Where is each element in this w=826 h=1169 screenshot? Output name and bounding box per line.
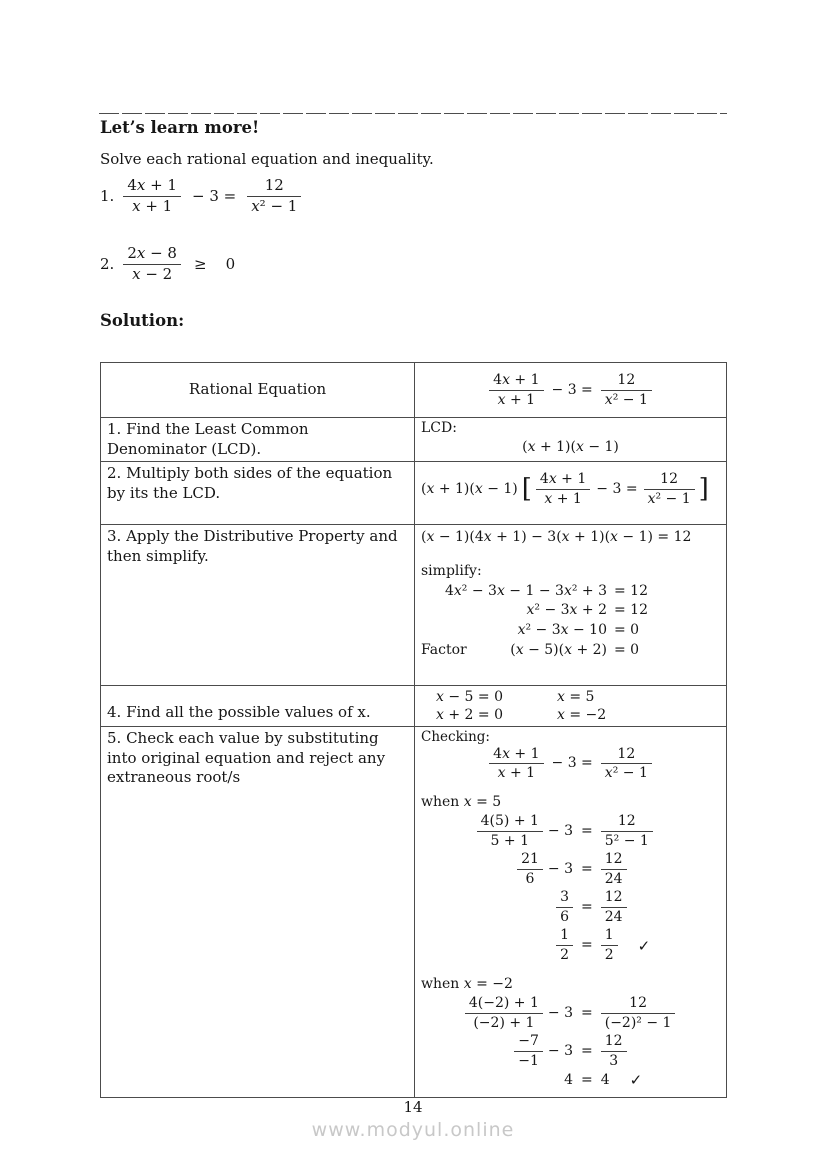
original-equation [421, 746, 720, 782]
step-2-description [101, 462, 415, 525]
equation-lhs: 4x² − 3x − 1 − 3x² + 3 [444, 582, 607, 599]
equals-sign: = [581, 937, 593, 954]
fraction-numerator: 12 [601, 1033, 627, 1052]
math-operator: − 3 [547, 861, 573, 878]
math-fraction [601, 851, 627, 887]
equation-lhs [421, 889, 573, 925]
fraction-denominator: x − 2 [132, 264, 173, 283]
fraction-denominator: x + 1 [497, 391, 536, 408]
fraction-numerator: 3 [556, 889, 573, 908]
fraction-numerator: 12 [601, 746, 652, 765]
simplify-step [421, 622, 720, 639]
multiplied-equation [421, 464, 720, 507]
equation-rhs: = 0 [614, 641, 640, 658]
inequality-rhs: 0 [225, 255, 236, 274]
math-fraction [465, 995, 543, 1031]
root-line [421, 688, 720, 706]
fraction-numerator: 4x + 1 [489, 372, 543, 391]
fraction-denominator: x + 1 [132, 196, 173, 215]
math-operator: − 3 = [551, 381, 593, 398]
fraction-denominator: 3 [609, 1052, 619, 1069]
simplify-label: simplify: [421, 562, 482, 579]
step-text-line: 1. Find the Least Common [107, 420, 309, 438]
equation-lhs: x² − 3x + 2 [526, 602, 607, 619]
fraction-denominator: 6 [560, 908, 569, 925]
lcd-value: (x + 1)(x − 1) [522, 438, 619, 455]
fraction-denominator: 24 [604, 908, 623, 925]
step-text-line: 3. Apply the Distributive Property and [107, 527, 398, 545]
math-fraction [517, 851, 543, 887]
fraction-numerator: 12 [644, 471, 695, 490]
fraction-denominator: x² − 1 [604, 765, 648, 782]
checkmark-icon: ✓ [637, 936, 651, 955]
math-fraction [601, 889, 627, 925]
step-4-row [101, 686, 727, 727]
checking-label: Checking: [421, 729, 490, 746]
equation-lhs [421, 1033, 573, 1069]
right-bracket: ] [698, 474, 709, 505]
fraction-numerator: 12 [601, 851, 627, 870]
fraction-denominator: 24 [604, 870, 623, 887]
fraction-numerator: 12 [247, 177, 301, 197]
equation-rhs [601, 889, 627, 925]
root-value: x = 5 [557, 689, 595, 705]
equation-rhs: = 12 [614, 602, 648, 619]
fraction-numerator: 4x + 1 [536, 471, 590, 490]
check-step [421, 927, 720, 963]
math-operator: − 3 [547, 1042, 573, 1059]
check-step [421, 1033, 720, 1069]
check-step [421, 1071, 720, 1089]
math-fraction [644, 471, 695, 507]
left-bracket: [ [521, 474, 532, 505]
fraction-numerator: 12 [601, 889, 627, 908]
check-step [421, 813, 720, 849]
step-text-line: by its the LCD. [107, 483, 221, 502]
step-1-row [101, 418, 727, 462]
case-1-label: when x = 5 [421, 793, 502, 810]
math-fraction [556, 927, 573, 963]
math-fraction [601, 746, 652, 782]
step-4-description [101, 686, 415, 727]
factor-step [421, 642, 720, 659]
equation-rhs [601, 927, 618, 963]
solution-table [100, 362, 727, 1098]
step-text-line: 5. Check each value by substituting [107, 729, 379, 748]
math-fraction [123, 245, 181, 283]
math-operator: − 3 [547, 1004, 573, 1021]
fraction-numerator: 21 [517, 851, 543, 870]
step-3-description [101, 525, 415, 686]
equation-rhs [601, 813, 653, 849]
header-equation [421, 372, 720, 408]
fraction-denominator: x² − 1 [604, 391, 648, 408]
math-operator: − 3 = [596, 480, 638, 497]
fraction-numerator: 1 [556, 927, 573, 946]
step-5-row [101, 727, 727, 1098]
math-fraction [556, 889, 573, 925]
equation-rhs: = 0 [614, 622, 640, 639]
problem-1-number: 1. [100, 187, 115, 206]
equals-sign: = [581, 1071, 593, 1088]
fraction-denominator: x + 1 [497, 765, 536, 782]
simplify-step [421, 583, 720, 600]
problem-1 [100, 177, 301, 215]
fraction-numerator: 4(5) + 1 [477, 813, 543, 832]
check-step [421, 995, 720, 1031]
equals-sign: = [581, 899, 593, 916]
value-rhs: 4 [600, 1071, 610, 1088]
equals-sign: = [581, 1042, 593, 1059]
check-step [421, 851, 720, 887]
fraction-numerator: 1 [601, 927, 618, 946]
step-text-line: 4. Find all the possible values of x. [107, 702, 371, 721]
fraction-denominator: 5 + 1 [490, 832, 529, 849]
math-fraction [477, 813, 543, 849]
math-operator: − 3 = [551, 755, 593, 772]
equation-rhs [601, 1072, 610, 1089]
table-header-row [101, 363, 727, 418]
equation-rhs [601, 995, 676, 1031]
fraction-denominator: (−2) + 1 [473, 1014, 535, 1031]
fraction-numerator: 12 [601, 813, 653, 832]
simplify-step [421, 602, 720, 619]
equation-lhs [421, 851, 573, 887]
root-value: x = −2 [557, 707, 607, 724]
section-heading: Let’s learn more! [100, 118, 260, 137]
step-2-work [415, 462, 727, 525]
fraction-numerator: 4(−2) + 1 [465, 995, 543, 1014]
step-2-row [101, 462, 727, 525]
step-1-work [415, 418, 727, 462]
factor-label: Factor [421, 641, 467, 658]
equation-lhs [421, 1072, 573, 1089]
step-text-line: 2. Multiply both sides of the equation [107, 464, 393, 482]
step-text-line: Denominator (LCD). [107, 439, 262, 458]
top-divider-line [99, 113, 727, 114]
math-fraction [536, 471, 590, 507]
fraction-numerator: −7 [514, 1033, 543, 1052]
fraction-denominator: 5² − 1 [604, 832, 649, 849]
step-5-work [415, 727, 727, 1098]
math-fraction [489, 746, 543, 782]
inequality-sign: ≥ [193, 255, 207, 274]
step-text-line: then simplify. [107, 546, 209, 565]
factor-equation: x + 2 = 0 [436, 707, 503, 724]
math-fraction [247, 177, 301, 215]
instructions-text: Solve each rational equation and inequality. [100, 150, 434, 168]
fraction-numerator: 2x − 8 [123, 245, 181, 265]
fraction-denominator: x² − 1 [647, 490, 691, 507]
step-4-work [415, 686, 727, 727]
fraction-denominator: x + 1 [544, 490, 582, 507]
factor-equation: x − 5 = 0 [436, 689, 503, 705]
problem-2 [100, 245, 235, 283]
equation-rhs: = 12 [614, 582, 648, 599]
fraction-denominator: 6 [525, 870, 535, 887]
table-header-equation [415, 363, 727, 418]
fraction-denominator: −1 [518, 1052, 539, 1069]
lcd-label: LCD: [421, 420, 457, 436]
problem-2-number: 2. [100, 255, 115, 274]
fraction-numerator: 4x + 1 [123, 177, 181, 197]
fraction-denominator: 2 [560, 947, 569, 963]
watermark-text: www.modyul.online [311, 1119, 515, 1141]
check-step [421, 889, 720, 925]
equation-lhs [421, 927, 573, 963]
math-operator: − 3 [547, 823, 573, 839]
expanded-equation: (x − 1)(4x + 1) − 3(x + 1)(x − 1) = 12 [421, 529, 692, 545]
math-fraction [123, 177, 181, 215]
fraction-denominator: (−2)² − 1 [604, 1014, 672, 1031]
math-fraction [601, 995, 676, 1031]
math-fraction [601, 927, 618, 963]
lcd-factor: (x + 1)(x − 1) [421, 480, 518, 497]
equation-rhs [601, 1033, 627, 1069]
math-operator: − 3 = [191, 187, 237, 206]
fraction-denominator: x² − 1 [251, 196, 298, 215]
math-fraction [601, 1033, 627, 1069]
root-line [421, 706, 720, 724]
step-3-work [415, 525, 727, 686]
page-number: 14 [403, 1098, 423, 1116]
step-3-row [101, 525, 727, 686]
equals-sign: = [581, 1004, 593, 1021]
equation-lhs [421, 995, 573, 1031]
value-lhs: 4 [564, 1071, 573, 1088]
fraction-numerator: 4x + 1 [489, 746, 543, 765]
step-1-description [101, 418, 415, 462]
equation-lhs [421, 813, 573, 849]
checkmark-icon: ✓ [629, 1071, 643, 1090]
math-fraction [601, 372, 652, 408]
step-text-line: into original equation and reject any [107, 748, 386, 767]
math-fraction [601, 813, 653, 849]
equation-rhs [601, 851, 627, 887]
case-2-label: when x = −2 [421, 975, 513, 992]
step-text-line: extraneous root/s [107, 768, 241, 787]
step-5-description [101, 727, 415, 1098]
equals-sign: = [581, 861, 593, 878]
equation-lhs: (x − 5)(x + 2) [510, 641, 607, 658]
fraction-numerator: 12 [601, 372, 652, 391]
math-fraction [514, 1033, 543, 1069]
equation-lhs: x² − 3x − 10 [517, 622, 607, 639]
math-fraction [489, 372, 543, 408]
fraction-numerator: 12 [601, 995, 676, 1014]
equals-sign: = [581, 823, 593, 839]
solution-label: Solution: [100, 311, 185, 330]
fraction-denominator: 2 [604, 947, 614, 963]
table-header-left: Rational Equation [101, 363, 415, 418]
